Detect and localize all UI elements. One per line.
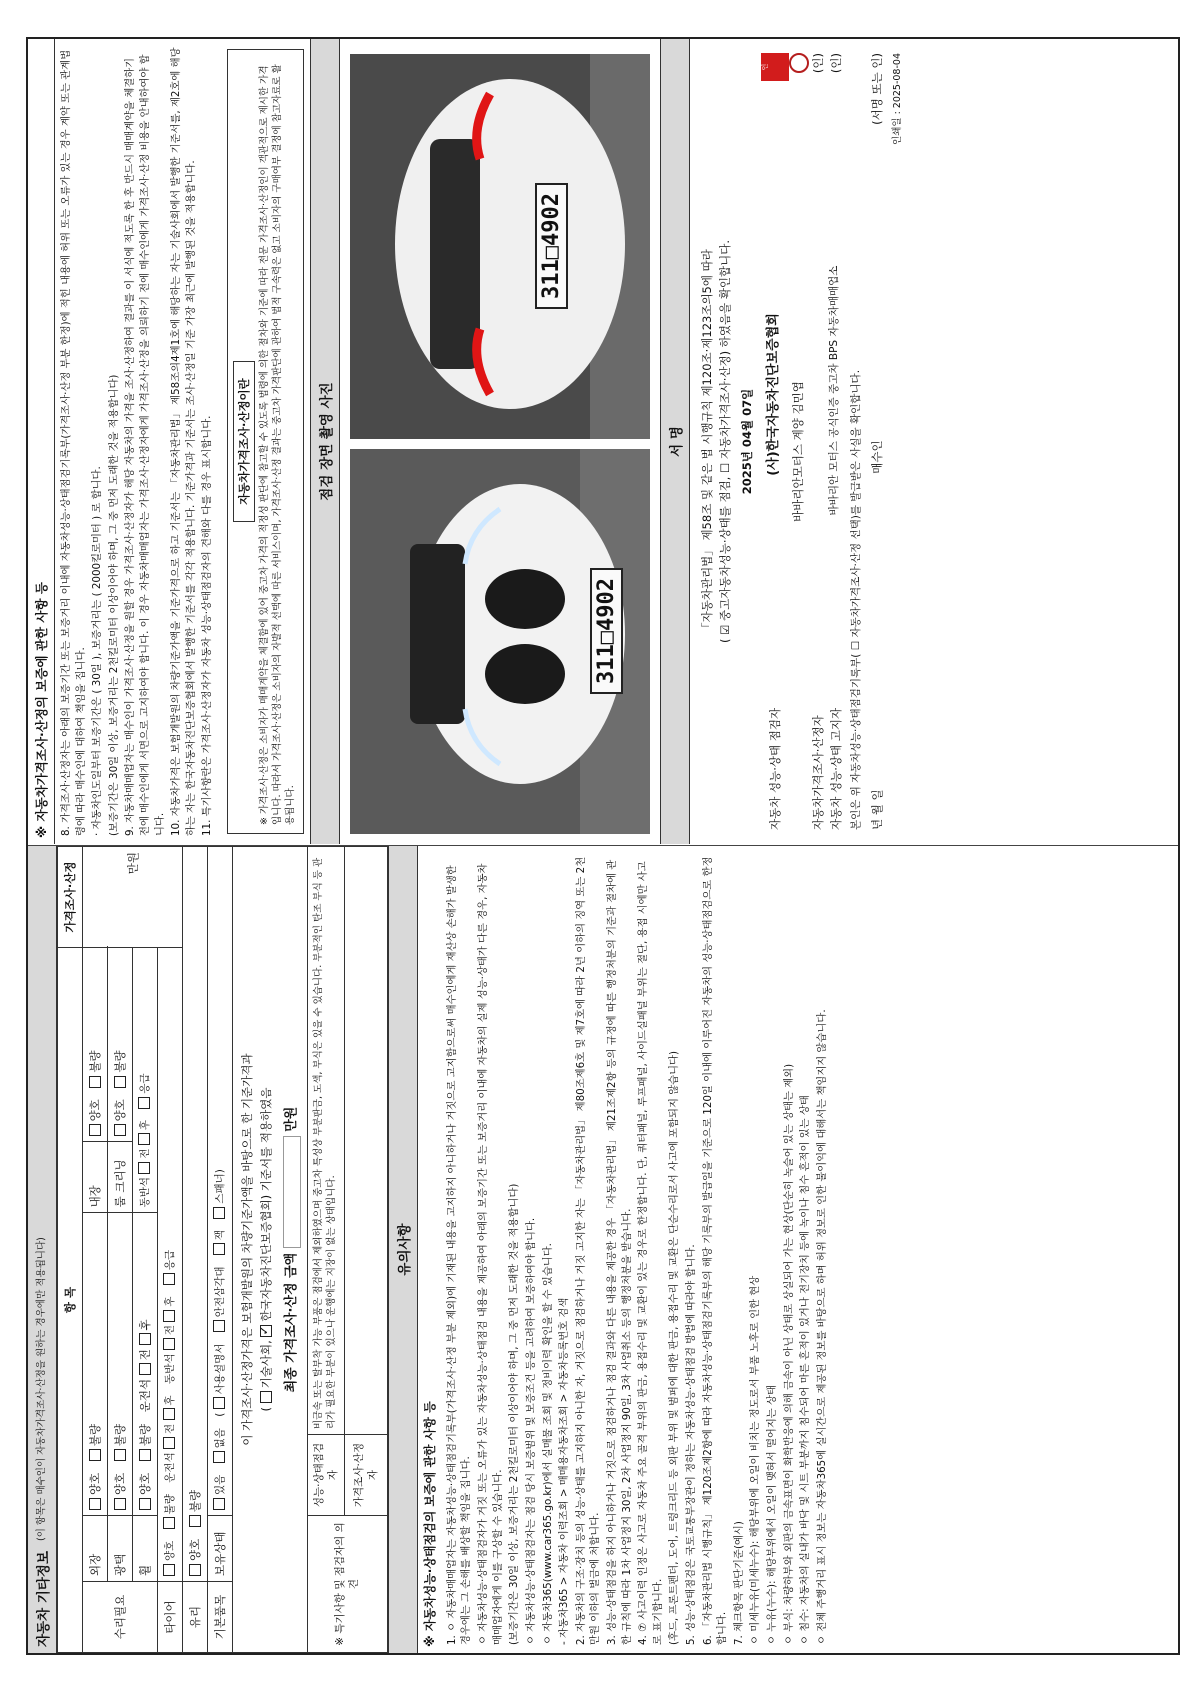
buyer-sign: (서명 또는 인) — [869, 53, 884, 125]
wheel-passenger-options — [133, 948, 158, 1213]
buyer-date: 년 월 일 — [869, 789, 884, 830]
opt-driver-label: 운전석 — [163, 1452, 176, 1483]
caution-item: 2. 자동차의 구조·장치 등의 성능·상태를 고지하지 아니한 자, 거짓으로 점검하거나 거짓 고지한 자는 「자동차관리법」 제80조제6호 및 제7호에 따라 2년 이하의 징역 또는 2천만원 이하의 벌금에 처합니다. — [574, 856, 602, 1645]
opt-rear-label: 후 — [138, 1319, 152, 1331]
price-guarantee-title: ※ 자동차가격조사·산정의 보증에 관한 사항 등 — [28, 39, 55, 844]
signature-date — [738, 53, 756, 830]
basis-opt2-label: 한국자동차진단보증협회) — [259, 1194, 273, 1322]
print-date: 인쇄일 : 2025-08-04 — [892, 53, 904, 145]
caution-item: ㅇ 자동차성능·상태점검자가 거짓 또는 오류가 있는 자동차성능·상태점검 내용을 제공하여 아래의 보증기간 또는 보증거리 이내에 자동차의 실제 성능·상태가 다른 경우, 자동차매매업자에게 이를 구상할 수 있습니다. — [477, 863, 504, 1645]
buyer-label: 매수인 — [869, 440, 884, 474]
cleaning-good-checkbox[interactable] — [114, 1124, 126, 1136]
special-sub1: 성능·상태점검자 — [307, 1435, 344, 1516]
caution-item: ㅇ 자동차성능·상태점검자는 점검 당시 보증범위 및 보증조건 등을 고려하여 보증하여야 합니다. — [524, 1217, 537, 1645]
wheel-label: 휠 — [133, 1516, 158, 1582]
signature-area — [690, 39, 913, 844]
left-half — [28, 846, 1178, 1653]
caution-item: ㅇ 부식: 차량하부와 외판의 금속표면이 화학반응에 의해 금속이 아닌 상태로 상실되어 가는 현상(단순히 녹슬어 있는 상태는 제외) — [782, 1063, 795, 1645]
final-price-unit: 만원 — [284, 1106, 299, 1132]
basis-tech-checkbox[interactable] — [260, 1391, 272, 1403]
special-sub2: 가격조사·산정자 — [344, 1435, 387, 1516]
signature-law-text: 「자동차관리법」 제58조 및 같은 법 시행규칙 제120조·제123조의5에 따라 — [699, 249, 714, 634]
rear-car-photo — [350, 54, 650, 439]
association-stamp: 인 — [761, 53, 789, 81]
etc-note: (이 항목은 매수인이 자동차가격조사·산정을 원하는 경우에만 적용됩니다) — [35, 1237, 47, 1541]
opt-good-label: 양호 — [113, 1472, 127, 1495]
etc-section-header — [28, 846, 57, 1653]
price-unit: 만원 — [83, 847, 183, 948]
cleaning-bad-checkbox[interactable] — [114, 1076, 126, 1088]
pricer-label: 자동차가격조사·산정자 — [810, 715, 825, 830]
tire-good-checkbox[interactable] — [163, 1564, 175, 1576]
seller-row — [827, 53, 845, 830]
seller-label: 자동차 성능·상태 고지자 — [829, 707, 844, 830]
opt-spanner-label: 스패너 — [213, 1173, 226, 1204]
special-label: ※ 특기사항 및 점검자의 의견 — [307, 1516, 387, 1653]
price-guarantee-item: (보증기간은 30일 이상, 보증거리는 2천킬로미터 이상이어야 하며, 그 중 먼저 도래한 것을 적용합니다) — [107, 374, 120, 836]
basis-options — [258, 853, 274, 1646]
opt-rear-label: 후 — [163, 1296, 176, 1307]
opt-no-label: 없음 — [213, 1428, 226, 1449]
tire-passenger-rear-checkbox[interactable] — [163, 1310, 175, 1322]
wheel-good-checkbox[interactable] — [139, 1498, 151, 1510]
pricer-row — [809, 53, 827, 830]
final-price-row — [280, 853, 301, 1646]
basis-post: 기준서를 적용하였음 — [259, 1087, 273, 1192]
wheel-emergency-checkbox[interactable] — [138, 1097, 150, 1109]
right-half — [28, 39, 1178, 844]
wheel-options — [133, 1213, 158, 1516]
price-info-title: 자동차가격조사·산정이란 — [233, 361, 255, 522]
opt-emergency-label: 응급 — [163, 1249, 176, 1271]
inspector-label: 자동차 성능·상태 점검자 — [767, 707, 782, 830]
receive-text: 본인은 위 자동차성능·상태점검기록부( ☐ 자동차가격조사·산정 선택)를 발급받은 사실을 확인합니다. — [850, 369, 863, 830]
glass-label: 유리 — [183, 1582, 208, 1653]
tire-passenger-front-checkbox[interactable] — [163, 1338, 175, 1350]
date-day: 07일 — [740, 388, 755, 416]
wheel-driver-rear-checkbox[interactable] — [139, 1334, 151, 1346]
signature-check-text: ( ☑ 중고자동차성능·상태를 점검, ☐ 자동차가격조사·산정) 하였음을 확인합니다. — [717, 239, 732, 644]
basis-row — [233, 847, 308, 1653]
exterior-label: 외장 — [83, 1516, 108, 1582]
opt-bad-label: 불량 — [88, 1423, 102, 1447]
gloss-label: 광택 — [108, 1516, 133, 1582]
wheel-driver-front-checkbox[interactable] — [139, 1363, 151, 1375]
opt-bad-label: 불량 — [138, 1423, 152, 1447]
opt-good-label: 양호 — [113, 1099, 127, 1122]
caution-item: 7. 체크항목 판단기준(예시) — [732, 1521, 745, 1645]
signature-title: 서 명 — [660, 39, 690, 844]
caution-title: 유의사항 — [388, 846, 418, 1653]
opt-jack-label: 잭 — [213, 1229, 226, 1241]
caution-subtitle: ※ 자동차성능·상태점검의 보증에 관한 사항 등 — [422, 1401, 437, 1647]
gloss-bad-checkbox[interactable] — [114, 1449, 126, 1461]
special-price-empty — [344, 847, 387, 1435]
tire-driver-rear-checkbox[interactable] — [163, 1408, 175, 1420]
caution-item: 6. 「자동차관리법 시행규칙」 제120조제2항에 따라 자동차성능·상태점검기록부의 해당 기록부의 발급일을 기준으로 120일 이내에 이루어진 자동차의 성능·상태점검으로 한정합니다. — [701, 856, 729, 1645]
seller-sign: (인) — [829, 53, 844, 74]
caution-item: ㅇ 누유(누수): 해당부위에서 오일이 맺혀서 떨어지는 상태 — [766, 1385, 779, 1645]
opt-front-label: 전 — [163, 1325, 176, 1336]
opt-good-label: 양호 — [163, 1540, 176, 1561]
rep-seal — [789, 53, 809, 73]
basic-yes-checkbox[interactable] — [213, 1498, 225, 1510]
price-guarantee-item: 9. 자동차매매업자는 매수인이 가격조사·산정을 원할 경우 가격조사·산정자가 해당 자동차의 가격을 조사·산정하여 결과를 이 서식에 적도록 한 후 반드시 매매계약을 체결하기 전에 매수인에게 서면으로 고지하여야 합니다. 이 경우 자동차매매업자는 가격조사·산정자에게 가격조사·산정을 의뢰하기 전에 매수인에게 가격조사·산정 비용을 안내하여야 합니다. — [124, 54, 166, 836]
tire-driver-front-checkbox[interactable] — [163, 1437, 175, 1449]
glass-good-checkbox[interactable] — [189, 1564, 201, 1576]
price-info-box — [227, 49, 303, 834]
opt-good-label: 양호 — [88, 1472, 102, 1495]
document-frame — [26, 37, 1180, 1655]
opt-front-label: 전 — [138, 1349, 152, 1361]
exterior-good-checkbox[interactable] — [89, 1498, 101, 1510]
triangle-checkbox[interactable] — [213, 1320, 225, 1332]
front-license-plate: 311□4902 — [590, 568, 623, 694]
caution-item: (후드, 프론트펜더, 도어, 트렁크리드 등 외판 부위 및 범퍼에 대한 판금, 용접수리 및 교환은 단순수리로서 사고에 포함되지 않습니다) — [668, 1051, 681, 1645]
price-guarantee-item: 11. 특기사항란은 가격조사·산정자가 자동차 성능·상태점검자의 견해와 다를 경우 표시합니다. — [201, 415, 214, 836]
final-price-label: 최종 가격조사·산정 금액 — [284, 1252, 299, 1393]
front-car-photo — [350, 449, 650, 834]
tire-group-label: 타이어 — [158, 1582, 183, 1653]
possession-label: 보유상태 — [208, 1516, 233, 1582]
cleaning-options — [108, 948, 133, 1142]
opt-front-label: 전 — [138, 1148, 151, 1159]
caution-item: (보증기간은 30일 이상, 보증거리는 2천킬로미터 이상이어야 하며, 그 중 먼저 도래한 것을 적용합니다) — [508, 1183, 521, 1645]
opt-bad-label: 불량 — [188, 1489, 202, 1513]
basic-items-label: 기본품목 — [208, 1582, 233, 1653]
opt-good-label: 양호 — [138, 1472, 152, 1495]
caution-item: 3. 성능·상태점검을 하지 아니하거나 거짓으로 점검하거나 점검 결과와 다른 내용을 제공한 경우 「자동차관리법」 제21조제2항 등의 규정에 따른 행정처분의 기준과 절차에 관한 규칙에 따라 1차 사업정지 30일, 2차 사업정지 90일, 3차 사업취소 등의 행정처분을 받습니다. — [605, 859, 633, 1645]
inspector-row — [761, 53, 789, 830]
opt-passenger-label: 동반석 — [163, 1353, 176, 1384]
basic-no-checkbox[interactable] — [213, 1451, 225, 1463]
etc-title: 자동차 기타정보 — [36, 1551, 52, 1647]
cleaning-label: 룸 크리닝 — [108, 1142, 133, 1213]
manual-checkbox[interactable] — [213, 1397, 225, 1409]
header-price: 가격조사·산정 — [58, 847, 83, 948]
interior-bad-checkbox[interactable] — [89, 1076, 101, 1088]
caution-item: ㅇ 침수: 자동차의 실내가 바닥 및 시트 부분까지 침수되어 마른 흔적이 있거나 전기장치 등에 녹이나 침수 흔적이 있는 상태 — [799, 1095, 812, 1645]
repair-label: 수리필요 — [83, 1582, 158, 1653]
opt-emergency-label: 응급 — [138, 1073, 151, 1094]
price-guarantee-list — [55, 39, 221, 844]
tire-options — [158, 948, 183, 1582]
basis-kadi-checkbox[interactable] — [260, 1325, 272, 1337]
exterior-options — [83, 1213, 108, 1516]
price-guarantee-item: 8. 가격조사·산정자는 아래의 보증기간 또는 보증거리 이내에 자동차성능·상태점검기록부(가격조사·산정 부분 한정)에 적힌 내용에 허위 또는 오류가 있는 경우 계약 또는 관계법령에 따라 매수인에 대하여 책임을 집니다. — [60, 49, 87, 836]
opt-bad-label: 불량 — [113, 1423, 127, 1447]
price-info-text: ※ 가격조사·산정은 소비자가 매매계약을 체결함에 있어 중고차 가격의 적정성 판단에 참고할 수 있도록 법령에 의한 절차와 기준에 따라 전문 가격조사·산정인이 객관적으로 제시한 가격입니다. 따라서 가격조사·산정은 소비자의 자발적 선택에 따른 서비스이며, 가격조사·산정 결과는 중고차 가격판단에 관하여 법적 구속력은 없고 소비자의 구매여부 결정에 참고자료로 활용됩니다. — [259, 64, 296, 825]
caution-item: ㅇ 미세누유(미세누수): 해당부위에 오일이 비치는 정도로서 부품 노후로 인한 현상 — [749, 1275, 762, 1645]
caution-list — [441, 846, 836, 1653]
rear-car-illustration — [350, 54, 650, 439]
wheel-bad-checkbox[interactable] — [139, 1449, 151, 1461]
interior-options — [83, 948, 108, 1142]
basis-pre: ( — [259, 1406, 273, 1412]
etc-table — [57, 846, 388, 1653]
date-year: 2025년 — [740, 451, 755, 495]
opt-rear-label: 후 — [138, 1119, 151, 1131]
wheel-passenger-rear-checkbox[interactable] — [138, 1133, 150, 1145]
price-guarantee-item: 10. 자동차가격은 보험개발원의 차량기준가액을 기준가격으로 하고 기준서는 「자동차관리법」 제58조의4제1호에 해당하는 자는 기술사회에서 발행한 기준서를, 제2호에 해당하는 자는 한국자동차진단보증협회에서 발행한 기준서를 각각 적용합니다. 기준가격과 기준서는 조사·산정일 기준 가장 최근에 발행된 것을 적용합니다. — [170, 47, 197, 836]
exterior-bad-checkbox[interactable] — [89, 1449, 101, 1461]
wheel-passenger-front-checkbox[interactable] — [138, 1162, 150, 1174]
photos-area — [340, 39, 660, 844]
inspector-rep-row — [789, 53, 809, 830]
basic-items-options: 있음 없음 ( 사용설명서 안전삼각대 잭 스패너) — [208, 847, 233, 1516]
caution-item: ㅇ 전체 주행거리 표시 정보는 자동차365에 실시간으로 제공된 정보를 바탕으로 하며 허위 정보로 인한 불이익에 대해서는 책임지지 않습니다. — [815, 1009, 828, 1645]
opt-rear-label: 후 — [163, 1395, 176, 1406]
inspector-name: (사)한국자동차진단보증협회 — [766, 313, 782, 476]
opt-bad-label: 불량 — [113, 1050, 127, 1073]
pricer-sign: (인) — [810, 53, 825, 74]
final-price-input[interactable] — [283, 1136, 301, 1248]
caution-item: 4. ⑦ 사고이력 인정은 사고로 자동차 주요 골격 부위의 판금, 용접수리 및 교환이 있는 경우로 한정합니다. 단, 쿼터패널, 루프패널, 사이드실패널 부위는 절단, 용접 시에만 사고로 표기합니다. — [637, 861, 664, 1645]
caution-item: - 자동차365 > 자동차 이력조회 > 매매용자동차조회 > 자동차등록번호 검색 — [558, 1297, 571, 1645]
opt-good-label: 양호 — [88, 1099, 102, 1122]
jack-checkbox[interactable] — [213, 1243, 225, 1255]
photos-title: 점검 장면 촬영 사진 — [310, 39, 340, 844]
buyer-row — [868, 53, 886, 830]
glass-bad-checkbox[interactable] — [189, 1515, 201, 1527]
basis-text: 이 가격조사·산정가격은 보험개발원의 차량기준가액을 바탕으로 한 기준가격과 — [240, 1053, 254, 1446]
price-guarantee-item: · 자동차인도일부터 보증기간은 ( 30일 ), 보증거리는 ( 2000킬로미터 ) 로 합니다. — [91, 466, 104, 836]
caution-item: 1. ㅇ 자동차매매업자는 자동차성능·상태점검기록부(가격조사·산정 부분 제외)에 기재된 내용을 고지하지 아니하거나 거짓으로 고지함으로써 매수인에게 재산상 손해가 발생한 경우에는 그 손해를 배상할 책임을 집니다. — [445, 865, 473, 1645]
caution-item: 5. 성능·상태점검은 국토교통부장관이 정하는 자동차성능·상태점검 방법에 따라야 합니다. — [684, 1244, 697, 1645]
gloss-good-checkbox[interactable] — [114, 1498, 126, 1510]
interior-label: 내장 — [83, 1142, 108, 1213]
tire-bad-checkbox[interactable] — [163, 1517, 175, 1529]
opt-bad-label: 불량 — [88, 1050, 102, 1073]
opt-triangle-label: 안전삼각대 — [213, 1266, 226, 1318]
glass-options — [183, 847, 208, 1582]
header-item: 항 목 — [58, 948, 83, 1653]
opt-passenger-label: 동반석 — [138, 1176, 151, 1208]
inspector-rep: 바바리안모터스 계양 김민엽 — [790, 381, 805, 522]
opt-bad-label: 불량 — [163, 1494, 176, 1515]
basis-opt1-label: 기술사회, — [259, 1340, 273, 1389]
opt-manual-label: 사용설명서 — [213, 1343, 226, 1395]
special-text: 비금속 또는 탈부착 가능 부품은 점검에서 제외하였으며 중고차 특성상 부분판금, 도색, 부식은 있을 수 있습니다. 부분적인 탄조 부식 등 관리가 필요한 부분이 있으나 운행에는 지장이 없는 상태입니다. — [307, 847, 344, 1435]
spanner-checkbox[interactable] — [213, 1207, 225, 1219]
opt-front-label: 전 — [163, 1423, 176, 1434]
opt-driver-label: 운전석 — [138, 1378, 152, 1413]
tire-emergency-checkbox[interactable] — [163, 1273, 175, 1285]
interior-good-checkbox[interactable] — [89, 1124, 101, 1136]
date-month: 04월 — [740, 419, 755, 448]
gloss-options — [108, 1213, 133, 1516]
caution-item: ㅇ 자동차365(www.car365.go.kr)에서 실매물 조회 및 정비이력 확인을 할 수 있습니다. — [541, 1243, 554, 1645]
opt-yes-label: 있음 — [213, 1474, 226, 1495]
rear-license-plate: 311□4902 — [535, 183, 568, 309]
seller-name: 바바리안 모터스 공식인증 중고차 BPS 자동차매매업소 — [828, 265, 841, 516]
opt-good-label: 양호 — [188, 1538, 202, 1561]
